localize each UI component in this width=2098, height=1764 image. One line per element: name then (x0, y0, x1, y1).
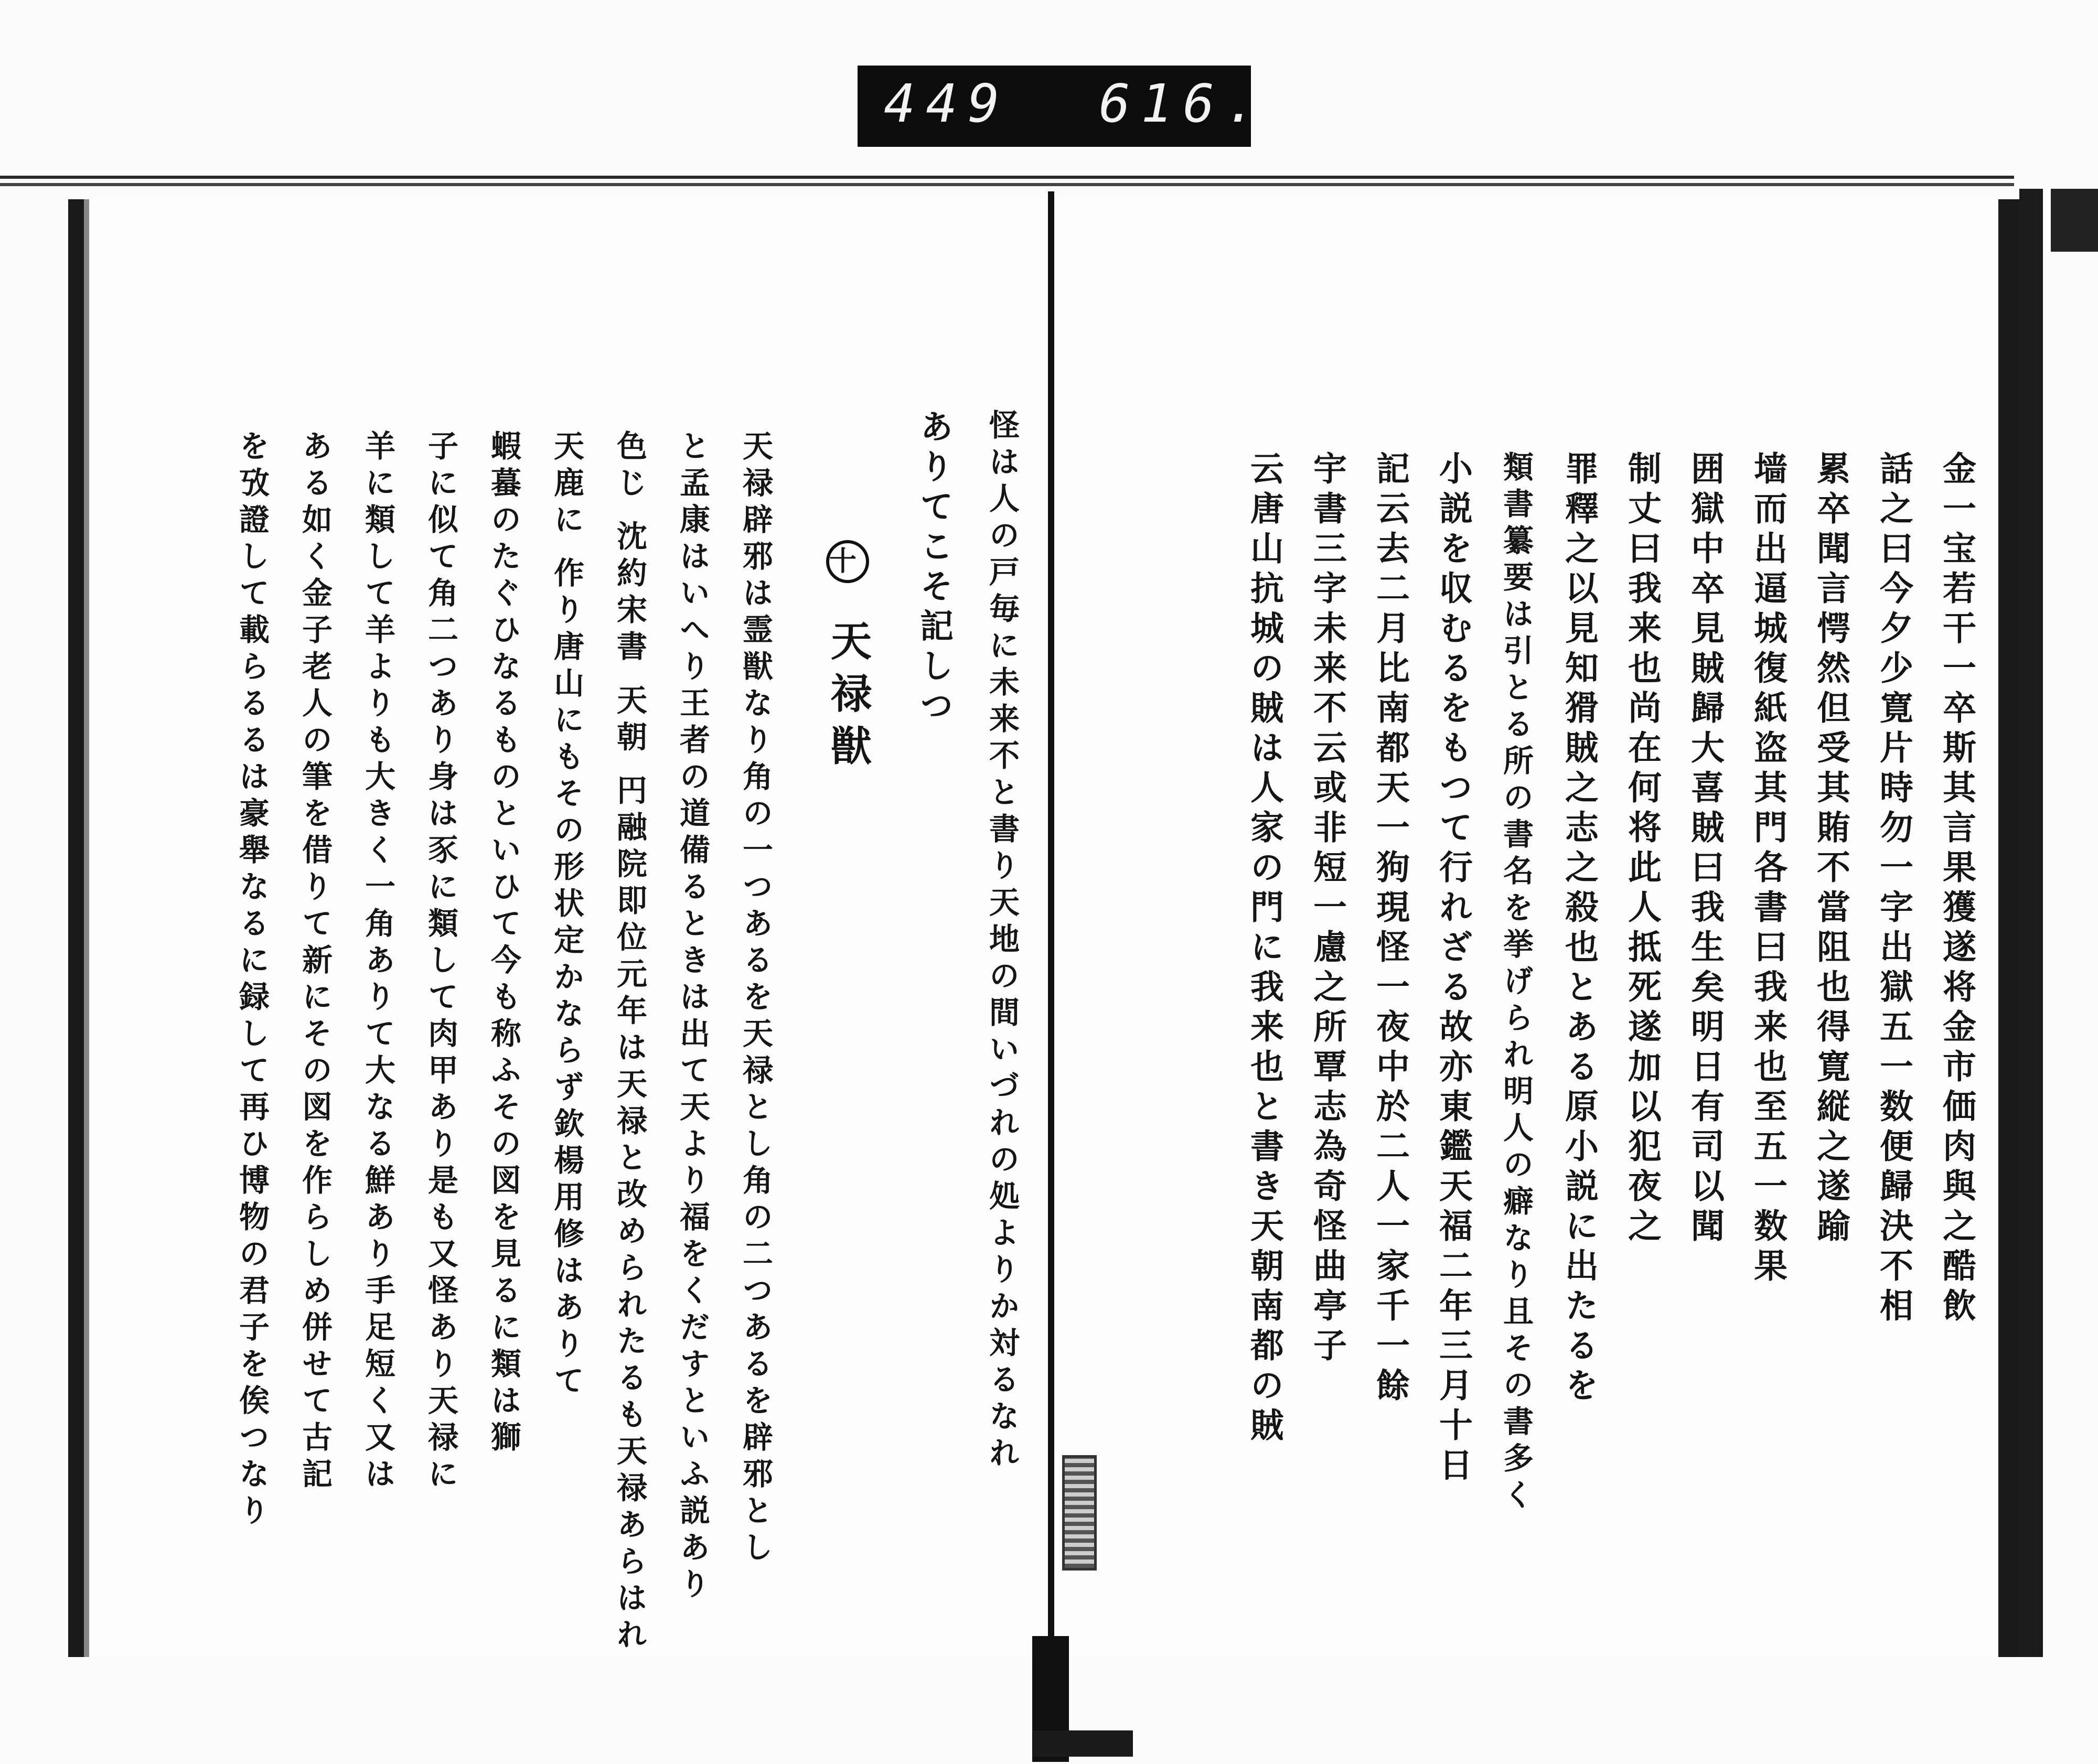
book-right-edge (2019, 189, 2043, 1657)
left-page-column: ある如く金子老人の筆を借りて新にその図を作らしめ併せて古記 (297, 430, 333, 1494)
section-number: 十 (826, 540, 869, 583)
book-right-corner (2051, 189, 2098, 252)
right-page-column: 累卒聞言愕然但受其賄不當阻也得寛縦之遂踰 (1811, 451, 1850, 1248)
right-page-column: 宇書三字未来不云或非短一慮之所覃志為奇怪曲亭子 (1308, 451, 1347, 1368)
left-page-column: 天禄辟邪は霊獣なり角の一つあるを天禄とし角の二つあるを辟邪とし (737, 430, 773, 1568)
section-title: 天禄獣 (824, 619, 872, 777)
archive-number-right: 616. (1099, 73, 1267, 134)
right-page-column: 囲獄中卒見賊歸大喜賊曰我生矣明日有司以聞 (1685, 451, 1725, 1248)
left-page-column: 羊に類して羊よりも大きく一角ありて大なる鮮あり手足短く又は (360, 430, 395, 1494)
archive-label (858, 66, 1267, 147)
left-page-column: 子に似て角二つあり身は豕に類して肉甲あり是も又怪あり天禄に (423, 430, 458, 1494)
book-top-edge (0, 176, 2014, 191)
spine-base (1033, 1730, 1133, 1757)
right-page-column: 云唐山抗城の賊は人家の門に我来也と書き天朝南都の賊 (1245, 451, 1284, 1447)
right-page-column: 記云去二月比南都天一狗現怪一夜中於二人一家千一餘 (1371, 451, 1410, 1407)
library-seal (1062, 1455, 1097, 1571)
left-page-column: 色じ 沈約宋書 天朝 円融院即位元年は天禄と改められたるも天禄あらはれ (612, 430, 647, 1655)
right-page-column: 制丈曰我来也尚在何将此人抵死遂加以犯夜之 (1622, 451, 1662, 1248)
left-page-column: 天鹿に 作り唐山にもその形状定かならず欽楊用修はありて (549, 430, 584, 1402)
right-page-column: 罪釋之以見知猾賊之志之殺也とある原小説に出たるを (1559, 451, 1599, 1407)
right-page-column: 話之曰今夕少寛片時勿一字出獄五一数便歸決不相 (1874, 451, 1913, 1328)
right-page-column: 金一宝若干一卒斯其言果獲遂将金市価肉與之酷飲 (1937, 451, 1976, 1328)
section-heading (818, 540, 877, 777)
left-page-column: ありてこそ記しつ (914, 409, 954, 728)
right-page-column: 墙而出逼城復紙盗其門各書曰我来也至五一数果 (1748, 451, 1787, 1288)
left-page-column: と孟康はいへり王者の道備るときは出て天より福をくだすといふ説あり (675, 430, 710, 1605)
right-page-column: 小説を収むるをもつて行れざる故亦東鑑天福二年三月十日 (1433, 451, 1473, 1487)
left-page-column: 怪は人の戸毎に未来不と書り天地の間いづれの処よりか対るなれ (984, 409, 1020, 1473)
book-spine (1048, 191, 1054, 1660)
left-page-column: を攷證して載らるるは豪舉なるに録して再ひ博物の君子を俟つなり (234, 430, 270, 1531)
right-page-column: 類書纂要は引とる所の書名を挙げられ明人の癖なり且その書多く (1498, 451, 1534, 1515)
archive-number-left: 449 (884, 73, 1010, 134)
left-page-column: 蝦蟇のたぐひなるものといひて今も称ふその図を見るに類は獅 (486, 430, 521, 1458)
